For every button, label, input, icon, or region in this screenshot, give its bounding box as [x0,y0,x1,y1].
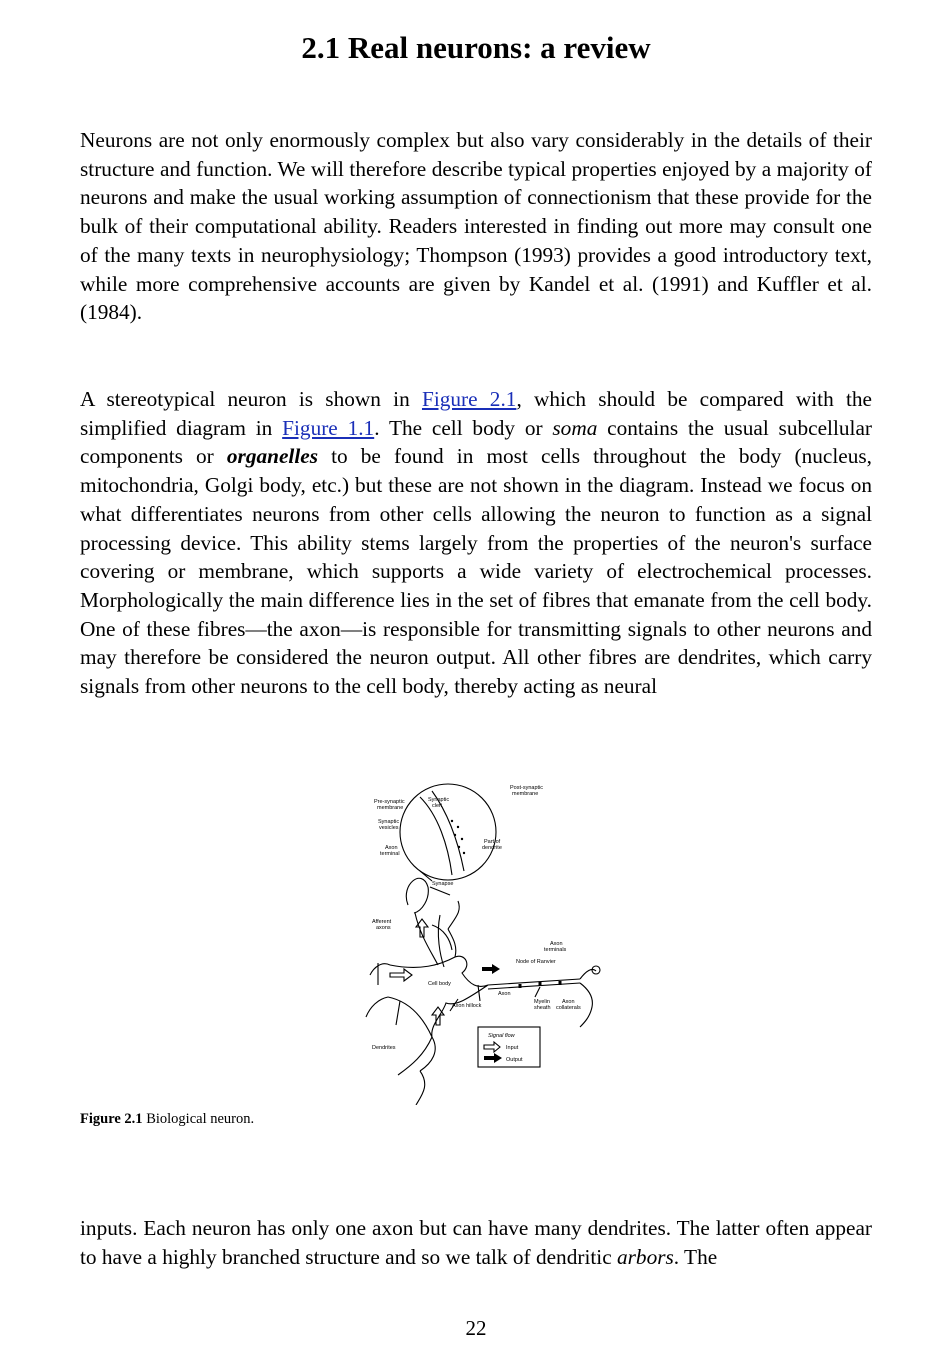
page-number: 22 [465,1316,487,1340]
figure-labels [372,785,581,1063]
label-synapse: Synapse [432,881,454,887]
label-post-synaptic: Post-synaptic [510,785,544,791]
label-afferent-axons: axons [376,925,391,931]
paragraph-1: Neurons are not only enormously complex but also vary considerably in the details of their structure and function. We will therefore describe typical properties enjoyed by a majority of neurons and make the usual working assumption of connectionism that these provide for the bulk of their computational ability. Readers interested in finding out more may consult one of the many texts in neurophysiology; Thompson (1993) provides a good introductory text, while more comprehensive accounts are given by Kandel et al. (1991) and Kuffler et al. (1984). [80,128,872,325]
afferent-axon [415,913,438,965]
label-output: Output [506,1057,523,1063]
label-post-membrane: membrane [512,791,539,797]
label-myelin: Myelin [534,999,550,1005]
label-synaptic-vesicles-2: vesicles [379,825,399,831]
label-signal-flow: Signal flow [488,1033,515,1039]
axon-terminals [580,969,596,1027]
label-dendrites: Dendrites [372,1045,396,1051]
label-node-of-ranvier: Node of Ranvier [516,959,556,965]
label-cell-body: Cell body [428,981,451,987]
label-afferent: Afferent [372,919,392,925]
label-synaptic-vesicles-1: Synaptic [378,819,400,825]
label-axon-terminals-2: terminals [544,947,567,953]
figure-caption: Figure 2.1 Biological neuron. [80,1111,255,1127]
label-axon-collaterals-1: Axon [562,999,575,1005]
axon-terminal-knob [406,878,428,913]
label-input: Input [506,1045,519,1051]
paragraph-2: A stereotypical neuron is shown in Figure 2.1, which should be compared with the simplified diagram in Figure 1.1. The cell body or soma contains the usual subcellular components or organelles to be found in most cells throughout the body (nucleus, mitochondria, Golgi body, etc.) but these are not shown in the diagram. Instead we focus on what differentiates neurons from other cells allowing the neuron to function as a signal processing device. This ability stems largely from the properties of the neuron's surface covering or membrane, which supports a wide variety of electrochemical processes. Morphologically the main difference lies in the set of fibres that emanate from the cell body. One of these fibres—the axon—is responsible for transmitting signals to other neurons and may therefore be considered the neuron output. All other fibres are dendrites, which carry signals from other neurons to the cell body, thereby acting as neural [80,387,873,699]
figure-1-1-link[interactable]: Figure 1.1 [282,415,375,440]
biological-neuron-figure [360,775,620,1105]
label-synaptic-cleft-2: cleft [432,803,443,809]
dendrite [370,964,390,975]
figure-2-1-link[interactable]: Figure 2.1 [421,387,517,411]
label-sheath: sheath [534,1005,551,1011]
label-dendrite: dendrite [482,845,502,851]
label-axon-collaterals-2: collaterals [556,1005,581,1011]
input-arrow [390,969,412,981]
label-axon-terminal-2: terminal [380,851,400,857]
label-part-of: Part of [484,839,501,845]
label-axon-terminal-1: Axon [385,845,398,851]
label-synaptic-cleft-1: Synaptic [428,797,450,803]
label-axon-terminals-1: Axon [550,941,563,947]
paragraph-3: inputs. Each neuron has only one axon but can have many dendrites. The latter often appear to have a highly branched structure and so we talk of dendritic arbors. The [80,1216,872,1269]
label-axon-hillock: Axon hillock [452,1003,482,1009]
output-arrow [484,1053,502,1063]
label-axon: Axon [498,991,511,997]
label-pre-synaptic: Pre-synaptic [374,799,405,805]
section-title: 2.1 Real neurons: a review [301,30,651,65]
label-pre-membrane: membrane [377,805,404,811]
